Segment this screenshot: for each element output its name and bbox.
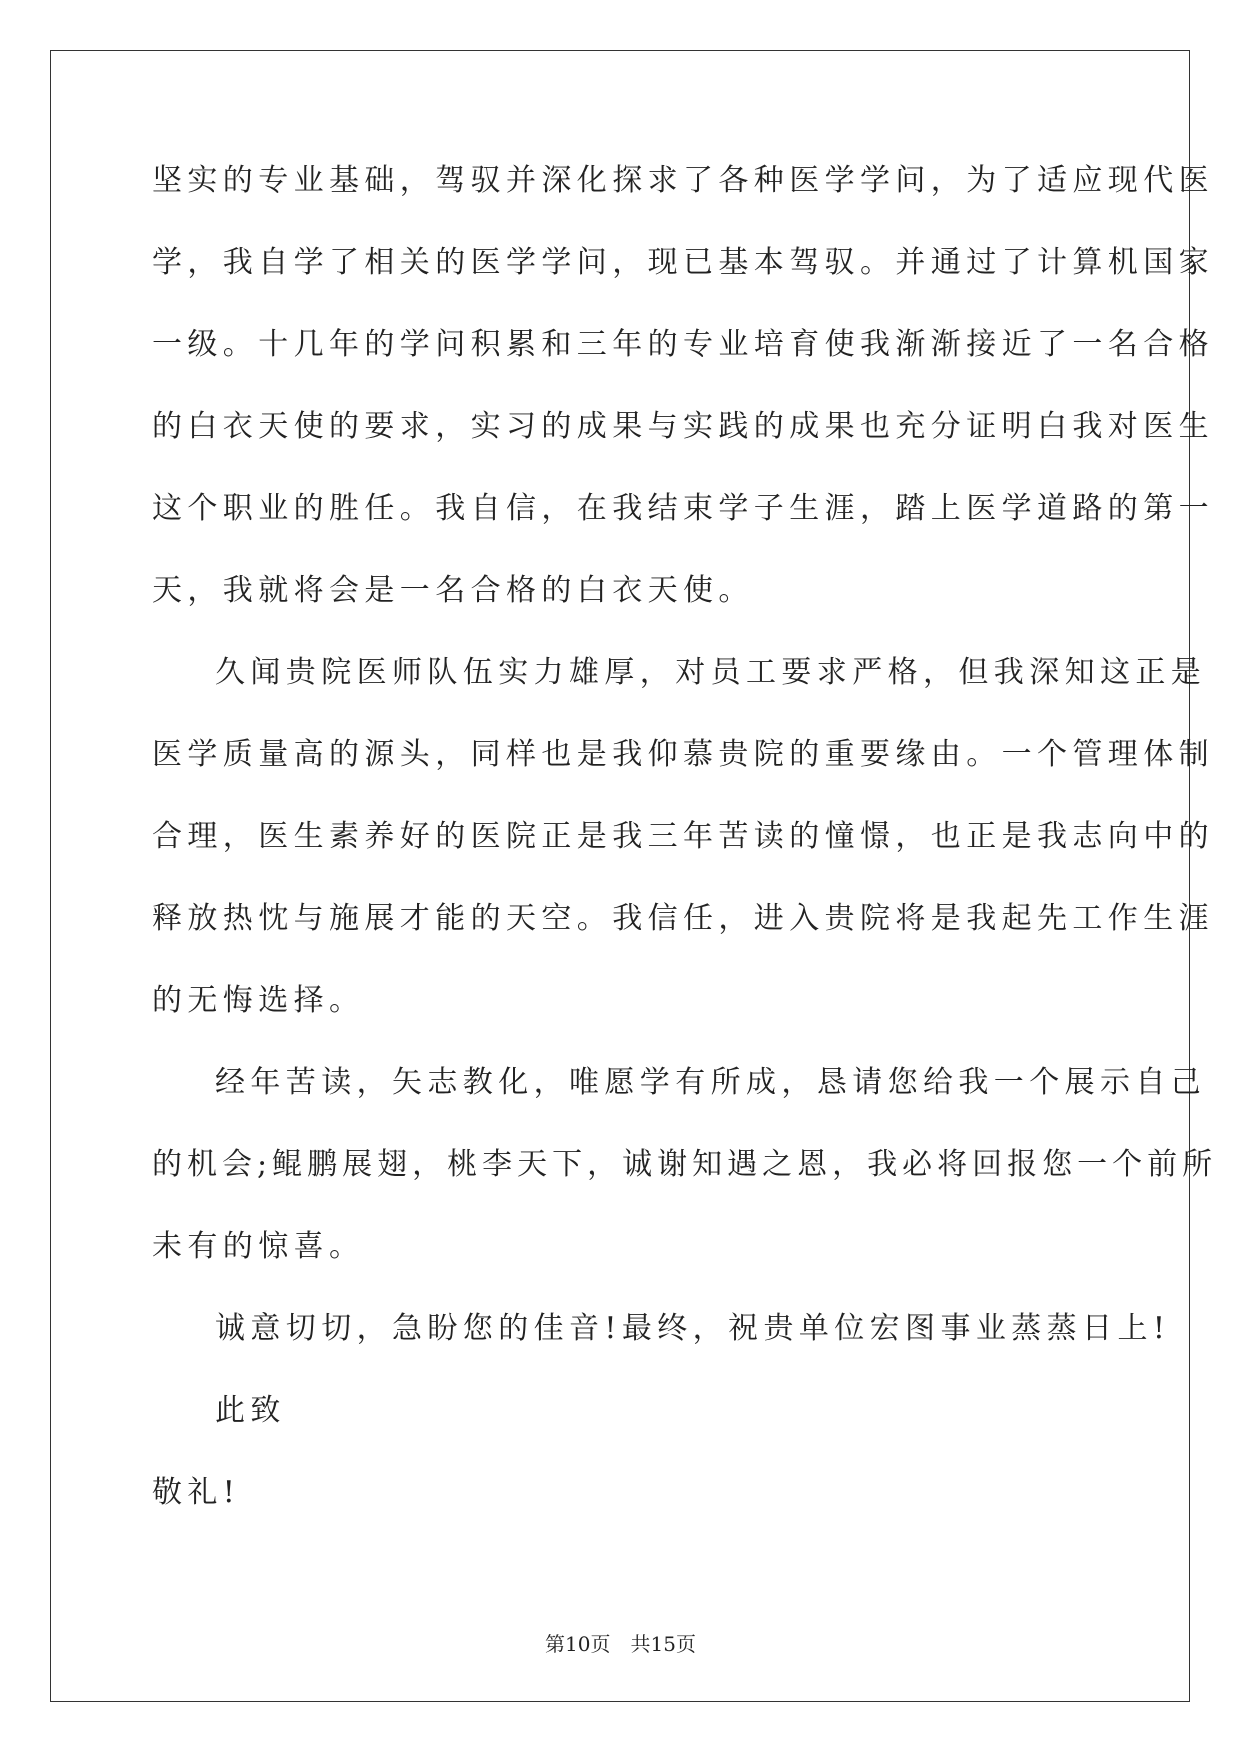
text-line: 医学质量高的源头，同样也是我仰慕贵院的重要缘由。一个管理体制 xyxy=(152,737,1214,772)
text-line: 一级。十几年的学问积累和三年的专业培育使我渐渐接近了一名合格 xyxy=(152,327,1214,362)
text-line: 坚实的专业基础，驾驭并深化探求了各种医学学问，为了适应现代医 xyxy=(152,163,1214,198)
paragraph-start-line: 久闻贵院医师队伍实力雄厚，对员工要求严格，但我深知这正是 xyxy=(215,655,1207,690)
text-line: 的白衣天使的要求，实习的成果与实践的成果也充分证明白我对医生 xyxy=(152,409,1214,444)
text-line: 未有的惊喜。 xyxy=(152,1229,365,1264)
document-body xyxy=(152,158,1218,1552)
text-line: 这个职业的胜任。我自信，在我结束学子生涯，踏上医学道路的第一 xyxy=(152,491,1214,526)
text-line: 学，我自学了相关的医学学问，现已基本驾驭。并通过了计算机国家 xyxy=(152,245,1214,280)
text-line: 合理，医生素养好的医院正是我三年苦读的憧憬，也正是我志向中的 xyxy=(152,819,1214,854)
text-line: 的无悔选择。 xyxy=(152,983,365,1018)
paragraph-start-line: 经年苦读，矢志教化，唯愿学有所成，恳请您给我一个展示自己 xyxy=(215,1065,1207,1100)
page-number-current: 第10页 xyxy=(545,1632,611,1656)
page-footer xyxy=(0,1630,1241,1658)
salutation-regards: 敬礼! xyxy=(152,1475,241,1510)
text-line: 释放热忱与施展才能的天空。我信任，进入贵院将是我起先工作生涯 xyxy=(152,901,1214,936)
page-number-total: 共15页 xyxy=(630,1632,696,1656)
text-line: 的机会;鲲鹏展翅，桃李天下，诚谢知遇之恩，我必将回报您一个前所 xyxy=(152,1147,1218,1182)
closing-line: 诚意切切，急盼您的佳音!最终，祝贵单位宏图事业蒸蒸日上! xyxy=(215,1311,1171,1346)
salutation-line: 此致 xyxy=(215,1393,286,1428)
text-line: 天，我就将会是一名合格的白衣天使。 xyxy=(152,573,754,608)
